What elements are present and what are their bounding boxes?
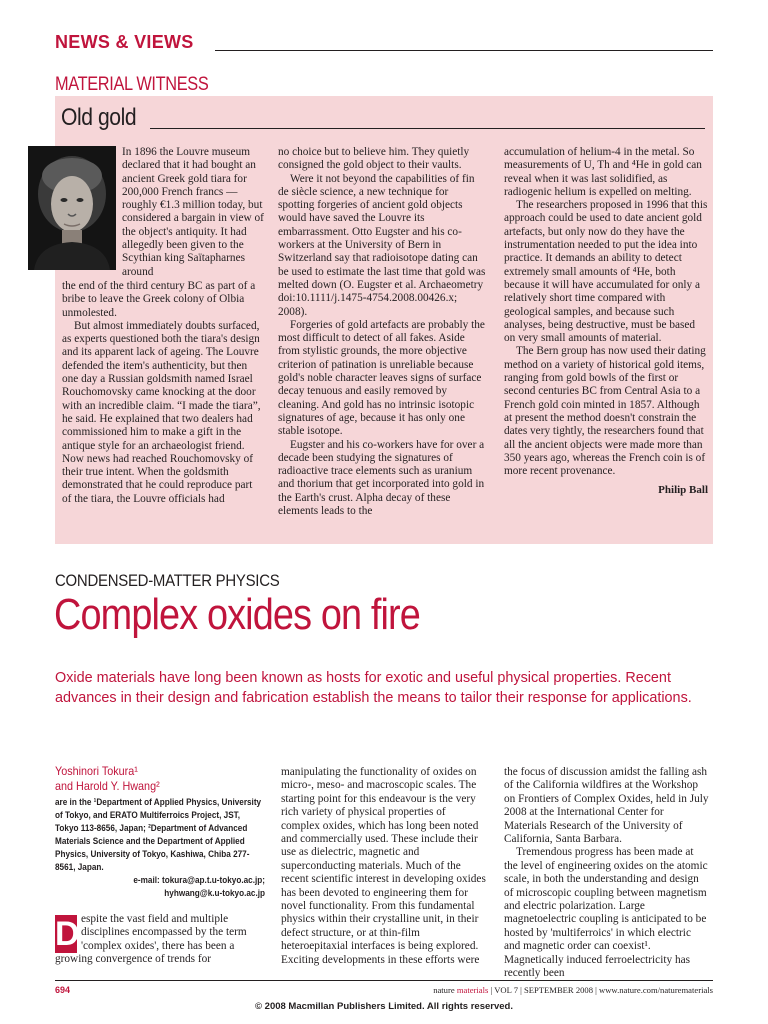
mw-wrap-top xyxy=(122,146,264,279)
mw-column-2 xyxy=(278,146,486,518)
section-label: NEWS & VIEWS xyxy=(55,32,194,52)
mw-column-3 xyxy=(504,146,708,498)
mw-column-1 xyxy=(62,280,264,506)
mw-paragraph-1-bottom: the end of the third century BC as part of a bribe to leave the Greek colony of Olbia unmolested. xyxy=(62,280,256,319)
author-name-1: Yoshinori Tokura¹ xyxy=(55,764,138,778)
mw-paragraph: The Bern group has now used their dating method on a variety of historical gold items, ranging from gold bowls of the first or second centuries BC from Central Asia to a French gold coin minted in 1857. Although at present the method doesn't constrain the dates very tightly, the researchers found that all the ancient objects were made more than 350 years ago, whereas the French coin is of more recent provenance. xyxy=(504,345,706,478)
mw-paragraph: accumulation of helium-4 in the metal. So measurements of U, Th and ⁴He in gold can reveal when it was last solidified, as radiogenic helium is expelled on melting. xyxy=(504,146,702,198)
author-email-2: hyhwang@k.u-tokyo.ac.jp xyxy=(164,888,265,898)
article-column-2 xyxy=(281,766,486,967)
journal-brand: materials xyxy=(456,985,489,995)
mw-paragraph: Were it not beyond the capabilities of fin de siècle science, a new technique for spotting forgeries of ancient gold objects would have saved the Louvre its embarrassment. Otto Eugster and his co-workers at the University of Bern in Switzerland say that radioisotope dating can be used to estimate the last time that gold was melted down (O. Eugster et al. Archaeometry doi:10.1111/j.1475-4754.2008.00426.x; 2008). xyxy=(278,172,486,318)
mw-paragraph: Eugster and his co-workers have for over a decade been studying the signatures of radioactive trace elements such as uranium and thorium that get incorporated into gold in the Earth's crust. Alpha decay of these elements leads to the xyxy=(278,438,485,518)
article-kicker: CONDENSED-MATTER PHYSICS xyxy=(55,571,280,590)
mw-paragraph: Forgeries of gold artefacts are probably the most difficult to detect of all fakes. Aside from stylistic grounds, the more objective criterion of patination is unreliable because gold's noble character leaves signs of surface decay tenuous and easily removed by cleaning. And gold has no intrinsic isotopic signatures of age, because it has only one stable isotope. xyxy=(278,318,485,438)
author-name-2: and Harold Y. Hwang² xyxy=(55,779,160,793)
title-rule xyxy=(150,128,705,129)
mw-paragraph: no choice but to believe him. They quietly consigned the gold object to their vaults. xyxy=(278,146,470,172)
page-number: 694 xyxy=(55,985,71,995)
mw-paragraph-1-top: In 1896 the Louvre museum declared that it had bought an ancient Greek gold tiara for 200,000 French francs — roughly €1.3 million today, but considered a bargain in view of the object's antiquity. It had allegedly been given to the Scythian king Saïtapharnes around xyxy=(122,146,264,278)
column-title: Old gold xyxy=(61,104,137,131)
article-standfirst: Oxide materials have long been known as hosts for exotic and useful physical properties. Recent advances in their design and fabrication establish the means to tailor their response for applications. xyxy=(55,670,692,706)
byline: Philip Ball xyxy=(658,484,708,497)
journal-issue-info: | VOL 7 | SEPTEMBER 2008 | www.nature.com/naturematerials xyxy=(490,985,713,995)
article-paragraph: Tremendous progress has been made at the level of engineering oxides on the atomic scale, in both the understanding and design of microscopic coupling between magnetism and electric polarization. Large magnetoelectric coupling is anticipated to be hosted by 'multiferroics' in which electric and magnetic order can coexist¹. Magnetically induced ferroelectricity has recently been xyxy=(504,846,708,980)
author-affiliation: are in the ¹Department of Applied Physics, University of Tokyo, and ERATO Multiferroics Project, JST, Tokyo 113-8656, Japan; ²Department of Advanced Materials Science and the Department of Applied Physics, University of Tokyo, Kashiwa, Chiba 277-8561, Japan. xyxy=(55,797,262,872)
drop-cap: D xyxy=(55,915,80,953)
journal-prefix: nature xyxy=(433,985,455,995)
article-paragraph: the focus of discussion amidst the falling ash of the California wildfires at the Workshop on Frontiers of Complex Oxides, held in July 2008 at the International Center for Materials Research of the University of California, Santa Barbara. xyxy=(504,766,709,846)
mw-paragraph: The researchers proposed in 1996 that this approach could be used to date ancient gold artefacts, but only now do they have the instrumentation needed to put the idea into practice. It demands an ability to detect extremely small amounts of ⁴He, both because it will have accumulated for only a relatively short time compared with geological samples, and because such analyses, being destructive, must be based on very small amounts of material. xyxy=(504,199,708,345)
article-column-1 xyxy=(55,913,263,967)
author-email-1: e-mail: tokura@ap.t.u-tokyo.ac.jp; xyxy=(133,875,265,885)
journal-line xyxy=(433,985,713,995)
article-paragraph: manipulating the functionality of oxides on micro-, meso- and macroscopic scales. The starting point for this endeavour is the very rich variety of physical properties of complex oxides, which has long been noted and commercially used. These include their use as dielectric, magnetic and superconducting materials. Much of the recent scientific interest in developing oxides has been devoted to engineering them for novel functionality. From this fundamental physics within their crystalline unit, in their defect structure, or at thin-film heteroepitaxial interfaces is being explored. Exciting developments in these efforts were xyxy=(281,766,486,966)
article-paragraph: espite the vast field and multiple disciplines encompassed by the term 'complex oxides', there has been a growing convergence of trends for xyxy=(55,913,247,966)
author-portrait-image xyxy=(28,146,116,270)
author-portrait xyxy=(28,146,116,270)
copyright-notice: © 2008 Macmillan Publishers Limited. All rights reserved. xyxy=(255,1001,513,1012)
column-kicker: MATERIAL WITNESS xyxy=(55,74,209,95)
author-names xyxy=(55,764,244,794)
mw-paragraph: But almost immediately doubts surfaced, as experts questioned both the tiara's design and its apparent lack of ageing. The Louvre defended the item's authenticity, but then one day a Russian goldsmith named Israel Rouchomovsky came knocking at the door with an incredible claim. “I made the tiara”, he said. He explained that two dealers had commissioned him to make a gift in the antique style for an archaeologist friend. Now news had reached Rouchomovsky of their true intent. When the goldsmith demonstrated that he could reproduce part of the tiara, the Louvre officials had xyxy=(62,319,261,505)
author-block xyxy=(55,764,265,900)
article-headline: Complex oxides on fire xyxy=(54,590,420,639)
article-column-3 xyxy=(504,766,709,981)
section-header xyxy=(55,32,713,54)
footer-rule xyxy=(55,980,713,981)
section-rule xyxy=(215,50,713,51)
